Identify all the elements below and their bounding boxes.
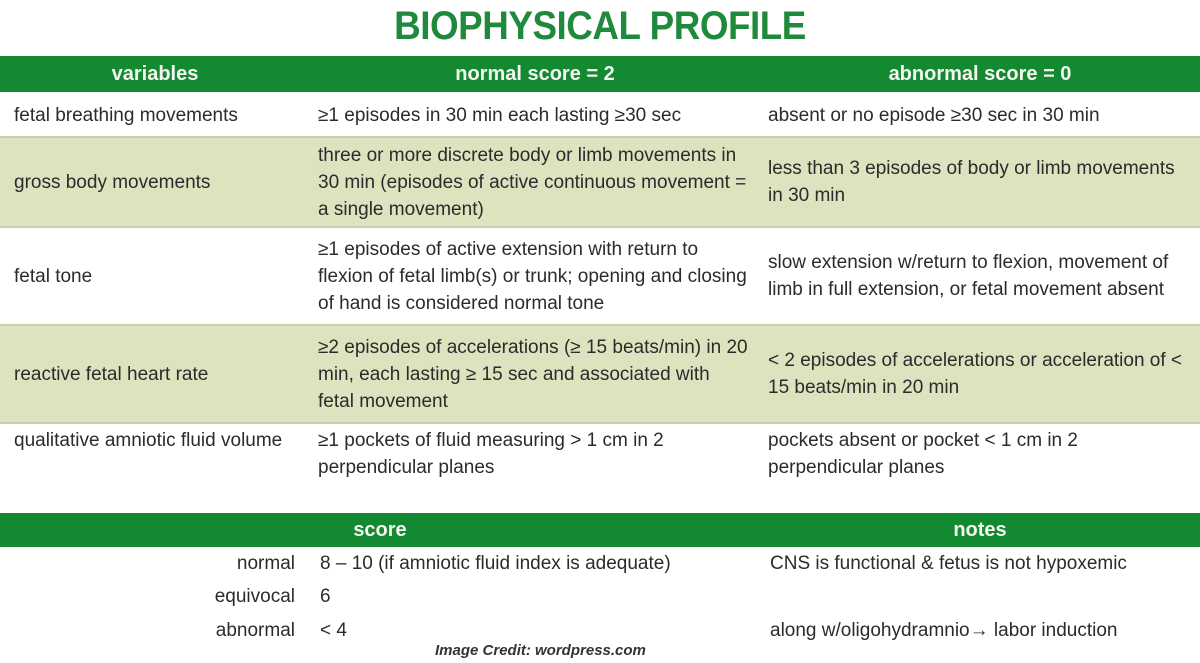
- score-value: 8 – 10 (if amniotic fluid index is adequate): [320, 553, 671, 574]
- image-credit: Image Credit: wordpress.com: [435, 642, 646, 659]
- table-row: [0, 138, 1200, 226]
- score-header: [0, 513, 1200, 547]
- page-title: BIOPHYSICAL PROFILE: [394, 4, 806, 48]
- header-abnormal-score: abnormal score = 0: [888, 63, 1072, 85]
- variable-cell: fetal breathing movements: [14, 104, 238, 126]
- abnormal-cell: slow extension w/return to flexion, movement of limb in full extension, or fetal movement absent: [768, 252, 1169, 300]
- score-row: [0, 551, 1200, 581]
- header-score: score: [353, 519, 407, 541]
- score-note: along w/oligohydramnio→ labor induction: [770, 620, 1118, 641]
- abnormal-cell: less than 3 episodes of body or limb movements in 30 min: [768, 158, 1175, 206]
- variable-cell: gross body movements: [14, 171, 211, 193]
- score-value: 6: [320, 586, 331, 607]
- score-label: normal: [236, 553, 295, 574]
- variable-cell: qualitative amniotic fluid volume: [14, 430, 283, 451]
- score-label: equivocal: [214, 586, 295, 607]
- table-header: [0, 56, 1200, 92]
- score-note: CNS is functional & fetus is not hypoxemic: [770, 553, 1127, 574]
- variable-cell: reactive fetal heart rate: [14, 363, 209, 385]
- normal-cell: ≥1 episodes of active extension with return to flexion of fetal limb(s) or trunk; opening and closing of hand is considered normal tone: [318, 238, 747, 314]
- header-notes: notes: [953, 519, 1007, 541]
- abnormal-cell: < 2 episodes of accelerations or acceleration of < 15 beats/min in 20 min: [768, 350, 1183, 398]
- normal-cell: ≥1 pockets of fluid measuring > 1 cm in 2 perpendicular planes: [318, 430, 664, 478]
- table-row: [0, 228, 1200, 324]
- score-value: < 4: [320, 620, 347, 641]
- normal-cell: ≥2 episodes of accelerations (≥ 15 beats/min) in 20 min, each lasting ≥ 15 sec and associated with fetal movement: [318, 336, 748, 412]
- header-normal-score: normal score = 2: [455, 63, 615, 85]
- abnormal-cell: absent or no episode ≥30 sec in 30 min: [768, 104, 1100, 126]
- normal-cell: ≥1 episodes in 30 min each lasting ≥30 sec: [318, 104, 682, 126]
- table-row: [0, 326, 1200, 422]
- header-variables: variables: [111, 63, 199, 85]
- table-row: [0, 94, 1200, 136]
- abnormal-cell: pockets absent or pocket < 1 cm in 2 perpendicular planes: [768, 430, 1078, 478]
- score-label: abnormal: [215, 620, 295, 641]
- table-row: [0, 424, 1200, 488]
- normal-cell: three or more discrete body or limb movements in 30 min (episodes of active continuous movement = a single movement): [318, 144, 747, 220]
- variable-cell: fetal tone: [14, 265, 93, 287]
- score-row: [0, 584, 1200, 614]
